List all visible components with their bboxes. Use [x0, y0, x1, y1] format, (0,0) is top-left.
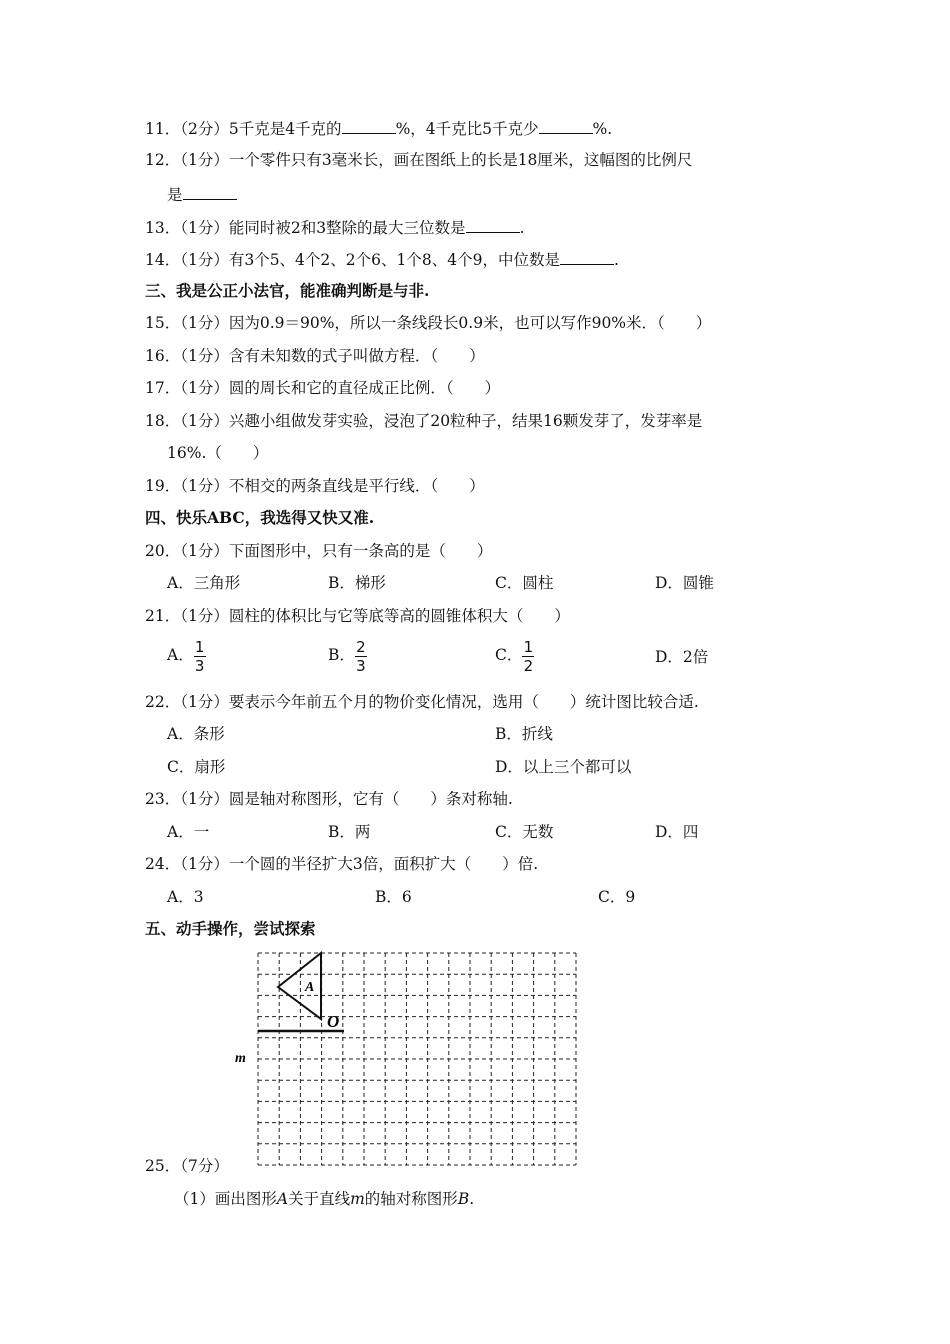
- q13-text-a: 13．（1分）能同时被2和3整除的最大三位数是: [145, 219, 466, 237]
- q23-option-b[interactable]: B．两: [328, 823, 371, 841]
- q23-option-d[interactable]: D．四: [655, 823, 699, 841]
- answer-blank[interactable]: [342, 117, 396, 134]
- question-25: 25．（7分）: [145, 1157, 229, 1175]
- question-18: 18．（1分）兴趣小组做发芽实验，浸泡了20粒种子，结果16颗发芽了，发芽率是: [145, 412, 703, 430]
- triangle-a: [278, 953, 321, 1019]
- label-a: A: [305, 980, 315, 995]
- section-3-heading: 三、我是公正小法官，能准确判断是与非.: [145, 281, 430, 300]
- q13-text-b: .: [519, 219, 525, 237]
- q14-text-b: .: [613, 251, 619, 269]
- shape-b-ref: B: [457, 1190, 470, 1208]
- q20-option-d[interactable]: D．圆锥: [655, 574, 714, 592]
- label-o: O: [327, 1012, 340, 1031]
- question-12: [145, 150, 692, 170]
- option-label: B．: [328, 646, 355, 664]
- shape-a-ref: A: [276, 1190, 289, 1208]
- question-14: [145, 248, 619, 270]
- question-24: 24．（1分）一个圆的半径扩大3倍，面积扩大（ ）倍.: [145, 855, 539, 873]
- denominator: 3: [356, 656, 366, 675]
- q24-option-a[interactable]: A．3: [167, 888, 204, 906]
- q21-option-a[interactable]: [167, 637, 206, 674]
- question-22: 22．（1分）要表示今年前五个月的物价变化情况，选用（ ）统计图比较合适.: [145, 693, 699, 711]
- q23-option-c[interactable]: C．无数: [495, 823, 554, 841]
- question-16: 16．（1分）含有未知数的式子叫做方程．（ ）: [145, 347, 485, 365]
- q22-option-b[interactable]: B．折线: [495, 725, 553, 743]
- label-m: m: [235, 1051, 246, 1066]
- part1-text-c: 关于直线: [288, 1190, 351, 1208]
- question-25-part-1: [174, 1189, 474, 1209]
- answer-blank[interactable]: [560, 248, 614, 265]
- q22-option-c[interactable]: C．扇形: [167, 758, 226, 776]
- option-label: C．: [495, 646, 523, 664]
- q24-option-b[interactable]: B．6: [375, 888, 412, 906]
- part1-text-g: .: [469, 1190, 475, 1208]
- q11-text-c: %.: [592, 120, 613, 138]
- section-5-heading: 五、动手操作，尝试探索: [145, 919, 316, 938]
- q21-option-b[interactable]: [328, 637, 367, 674]
- q12-text-a: 12．（1分）一个零件只有3毫米长，画在图纸上的长是18厘米，这幅图的比例尺: [145, 151, 693, 169]
- question-19: 19．（1分）不相交的两条直线是平行线．（ ）: [145, 477, 485, 495]
- question-18-cont: 16%.（ ）: [167, 444, 269, 462]
- q20-option-a[interactable]: A．三角形: [167, 574, 241, 592]
- grid-figure: [230, 945, 580, 1173]
- q20-option-b[interactable]: B．梯形: [328, 574, 386, 592]
- question-11: [145, 117, 612, 139]
- fraction: [522, 639, 534, 674]
- question-15: 15．（1分）因为0.9＝90%，所以一条线段长0.9米，也可以写作90%米．（ ）: [145, 314, 712, 332]
- part1-text-a: （1）画出图形: [174, 1190, 277, 1208]
- fraction: [355, 639, 367, 674]
- numerator: 1: [194, 637, 205, 656]
- option-label: A．: [167, 646, 194, 664]
- answer-blank[interactable]: [183, 183, 237, 200]
- q23-option-a[interactable]: A．一: [167, 823, 210, 841]
- q21-option-c[interactable]: [495, 637, 534, 674]
- fraction: [194, 639, 206, 674]
- q22-option-a[interactable]: A．条形: [167, 725, 225, 743]
- q24-option-c[interactable]: C．9: [598, 888, 636, 906]
- question-21: 21．（1分）圆柱的体积比与它等底等高的圆锥体积大（ ）: [145, 607, 570, 625]
- line-m-ref: m: [350, 1190, 365, 1208]
- numerator: 1: [523, 637, 534, 656]
- question-13: [145, 216, 525, 238]
- numerator: 2: [356, 637, 366, 656]
- q14-text-a: 14．（1分）有3个5、4个2、2个6、1个8、4个9，中位数是: [145, 251, 560, 269]
- question-17: 17．（1分）圆的周长和它的直径成正比例．（ ）: [145, 379, 501, 397]
- section-4-heading: 四、快乐ABC，我选得又快又准.: [145, 508, 375, 527]
- answer-blank[interactable]: [539, 117, 593, 134]
- question-12-cont: [167, 183, 237, 205]
- answer-blank[interactable]: [466, 216, 520, 233]
- q20-option-c[interactable]: C．圆柱: [495, 574, 554, 592]
- denominator: 3: [194, 656, 205, 675]
- q11-text-b: %，4千克比5千克少: [395, 120, 539, 138]
- question-23: 23．（1分）圆是轴对称图形，它有（ ）条对称轴.: [145, 790, 513, 808]
- part1-text-e: 的轴对称图形: [364, 1190, 458, 1208]
- q11-text-a: 11．（2分）5千克是4千克的: [145, 120, 342, 138]
- q22-option-d[interactable]: D．以上三个都可以: [495, 758, 632, 776]
- q21-option-d[interactable]: D．2倍: [655, 648, 709, 666]
- question-20: 20．（1分）下面图形中，只有一条高的是（ ）: [145, 542, 493, 560]
- q12-text-b: 是: [167, 186, 183, 204]
- denominator: 2: [523, 656, 534, 675]
